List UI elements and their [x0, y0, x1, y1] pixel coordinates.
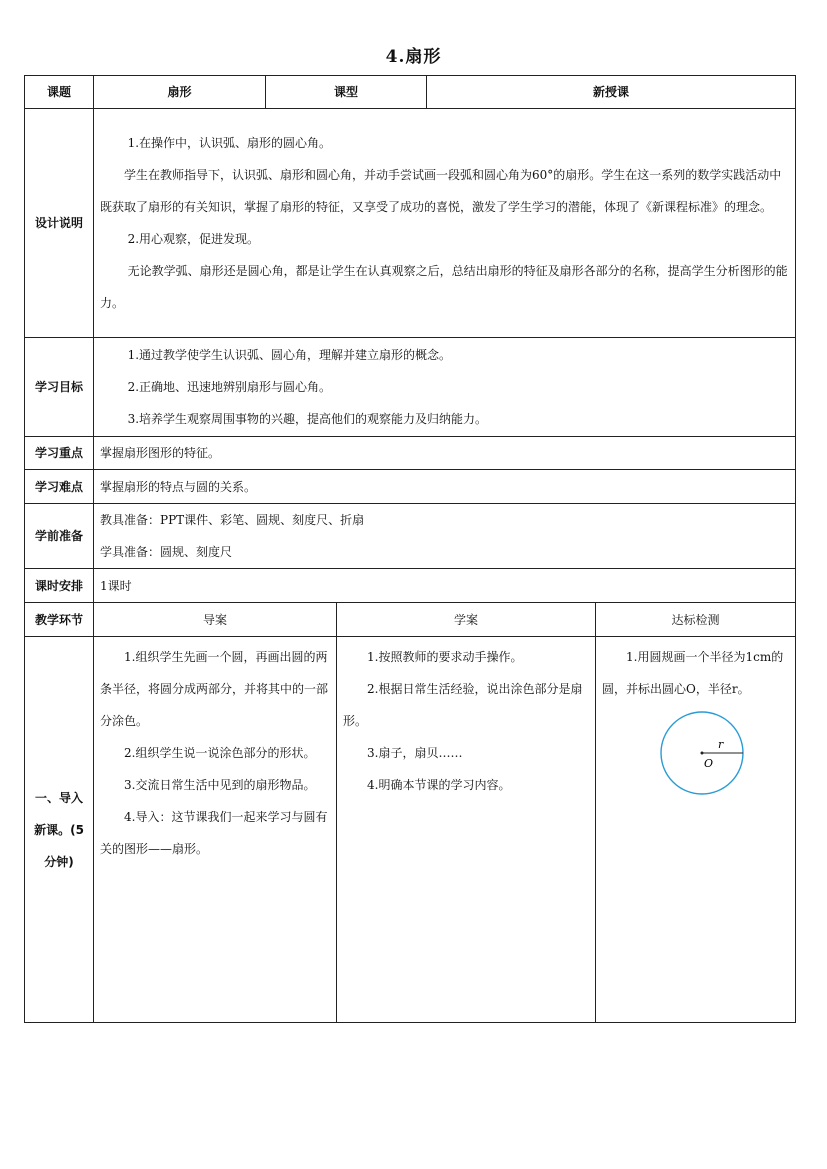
guide-item: 4.导入：这节课我们一起来学习与圆有关的图形——扇形。: [100, 810, 328, 856]
topic-label: 课题: [25, 76, 94, 109]
study-item: 4.明确本节课的学习内容。: [367, 778, 511, 792]
design-label: 设计说明: [25, 109, 94, 338]
design-content: [94, 109, 796, 338]
guide-item: 2.组织学生说一说涂色部分的形状。: [124, 746, 316, 760]
preparation-content: [94, 504, 796, 569]
student-tools: 学具准备：圆规、刻度尺: [100, 545, 233, 559]
study-item: 2.根据日常生活经验，说出涂色部分是扇形。: [343, 682, 583, 728]
page-title: 4.扇形: [385, 47, 442, 67]
schedule-text: 1课时: [94, 569, 796, 603]
stage1-label-line: 一、导入: [34, 790, 83, 805]
study-column-header: 学案: [337, 603, 596, 637]
goals-content: [94, 338, 796, 437]
goals-label: 学习目标: [25, 338, 94, 437]
preparation-label: 学前准备: [25, 504, 94, 569]
key-point-label: 学习重点: [25, 437, 94, 470]
columns-row: [25, 603, 796, 637]
check-cell: [596, 637, 796, 1023]
design-paragraph: 学生在教师指导下，认识弧、扇形和圆心角，并动手尝试画一段弧和圆心角为60°的扇形。学生在这一系列的数学实践活动中既获取了扇形的有关知识，掌握了扇形的特征，又享受了成功的喜悦，激发了学生学习的潜能，体现了《新课程标准》的理念。: [100, 168, 782, 214]
stage1-row: [25, 637, 796, 1023]
center-label: O: [704, 757, 714, 770]
guide-column-header: 导案: [94, 603, 337, 637]
study-item: 1.按照教师的要求动手操作。: [367, 650, 523, 664]
circle-figure: [602, 709, 789, 805]
study-item: 3.扇子，扇贝……: [367, 746, 463, 760]
type-label: 课型: [266, 76, 427, 109]
circle-diagram: [602, 709, 802, 799]
schedule-row: [25, 569, 796, 603]
stage1-label: [25, 637, 94, 1023]
design-paragraph: 2.用心观察，促进发现。: [127, 232, 260, 246]
preparation-row: [25, 504, 796, 569]
center-point: [701, 752, 704, 755]
header-row: [25, 76, 796, 109]
topic-value: 扇形: [94, 76, 266, 109]
design-paragraph: 1.在操作中，认识弧、扇形的圆心角。: [127, 136, 332, 150]
key-point-row: [25, 437, 796, 470]
design-row: [25, 109, 796, 338]
design-paragraph: 无论教学弧、扇形还是圆心角，都是让学生在认真观察之后，总结出扇形的特征及扇形各部分的名称，提高学生分析图形的能力。: [100, 264, 788, 310]
goal-item: 2.正确地、迅速地辨别扇形与圆心角。: [127, 380, 332, 394]
check-text: 1.用圆规画一个半径为1cm的圆，并标出圆心O，半径r。: [602, 650, 784, 696]
key-point-text: 掌握扇形图形的特征。: [94, 437, 796, 470]
difficulty-text: 掌握扇形的特点与圆的关系。: [94, 470, 796, 504]
goals-row: [25, 338, 796, 437]
guide-cell: [94, 637, 337, 1023]
stage-column-label: 教学环节: [25, 603, 94, 637]
schedule-label: 课时安排: [25, 569, 94, 603]
difficulty-label: 学习难点: [25, 470, 94, 504]
study-cell: [337, 637, 596, 1023]
stage1-label-line: 分钟): [44, 854, 74, 869]
goal-item: 3.培养学生观察周围事物的兴趣，提高他们的观察能力及归纳能力。: [127, 412, 488, 426]
check-column-header: 达标检测: [596, 603, 796, 637]
guide-item: 1.组织学生先画一个圆，再画出圆的两条半径，将圆分成两部分，并将其中的一部分涂色。: [100, 650, 329, 728]
difficulty-row: [25, 470, 796, 504]
teacher-tools: 教具准备：PPT课件、彩笔、圆规、刻度尺、折扇: [100, 513, 365, 527]
stage1-label-line: 新课。(5: [34, 822, 84, 837]
goal-item: 1.通过教学使学生认识弧、圆心角，理解并建立扇形的概念。: [127, 348, 452, 362]
type-value: 新授课: [427, 76, 796, 109]
lesson-plan-table: [24, 75, 796, 1023]
radius-label: r: [718, 738, 724, 751]
guide-item: 3.交流日常生活中见到的扇形物品。: [124, 778, 316, 792]
